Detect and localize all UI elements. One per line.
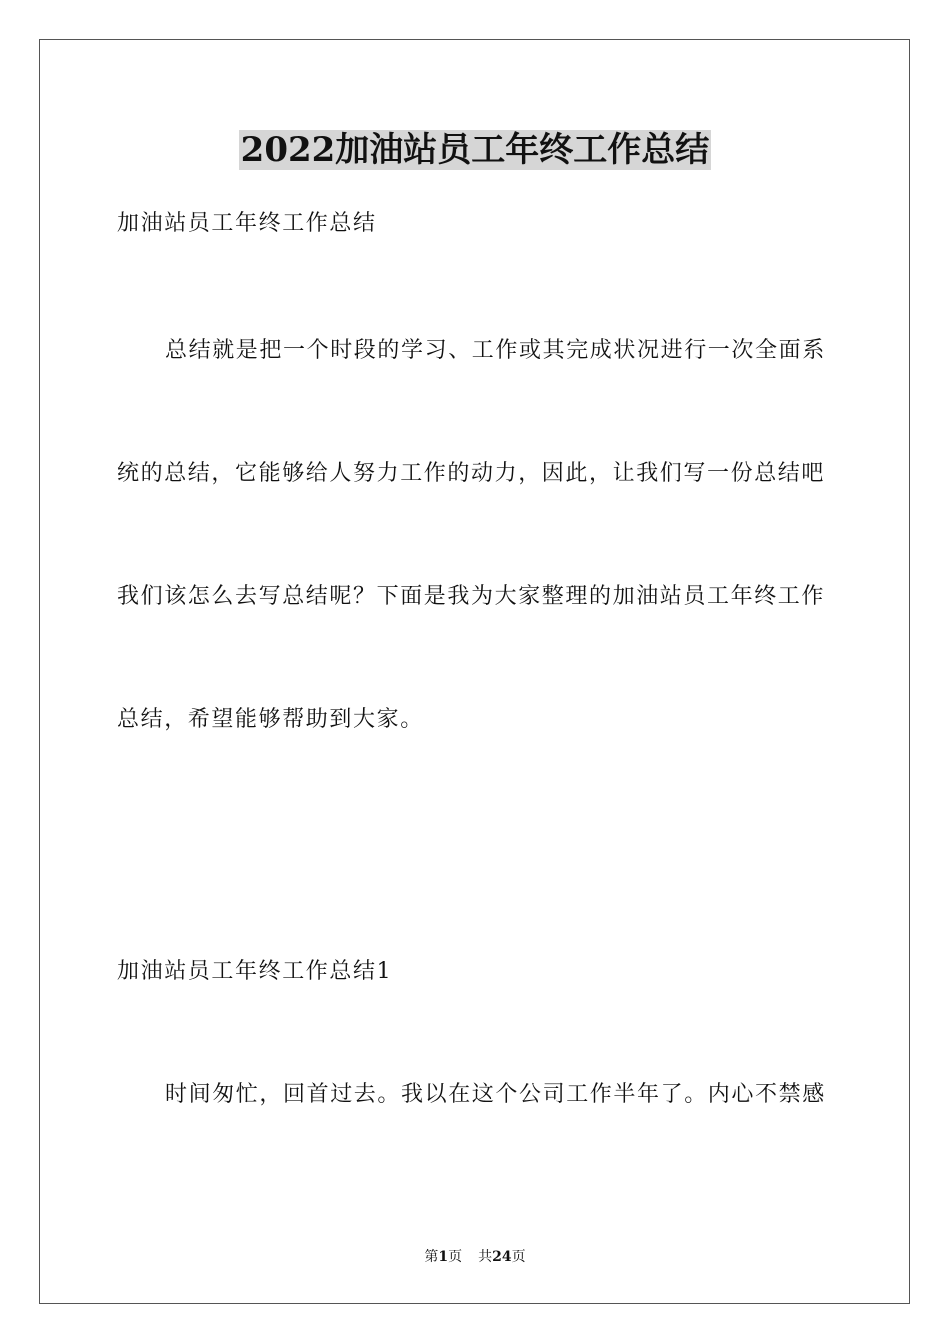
footer-total-pages: 24 — [492, 1249, 512, 1265]
footer-page-prefix: 第 — [424, 1249, 439, 1265]
document-title — [0, 128, 950, 172]
intro-line-2: 统的总结，它能够给人努力工作的动力，因此，让我们写一份总结吧 — [117, 461, 826, 486]
section-paragraph-line-1: 时间匆忙，回首过去。我以在这个公司工作半年了。内心不禁感 — [165, 1082, 826, 1107]
page-footer — [0, 1247, 950, 1267]
footer-page-suffix: 页 — [448, 1249, 463, 1265]
intro-line-3: 我们该怎么去写总结呢？下面是我为大家整理的加油站员工年终工作 — [117, 584, 826, 609]
footer-total-suffix: 页 — [511, 1249, 526, 1265]
section-heading: 加油站员工年终工作总结1 — [117, 959, 393, 984]
document-title-text: 2022加油站员工年终工作总结 — [240, 130, 710, 170]
intro-line-4: 总结，希望能够帮助到大家。 — [117, 707, 424, 732]
intro-line-1: 总结就是把一个时段的学习、工作或其完成状况进行一次全面系 — [165, 338, 826, 363]
footer-total-prefix: 共 — [478, 1249, 493, 1265]
footer-page-number: 1 — [438, 1249, 449, 1265]
document-subtitle: 加油站员工年终工作总结 — [117, 211, 377, 236]
